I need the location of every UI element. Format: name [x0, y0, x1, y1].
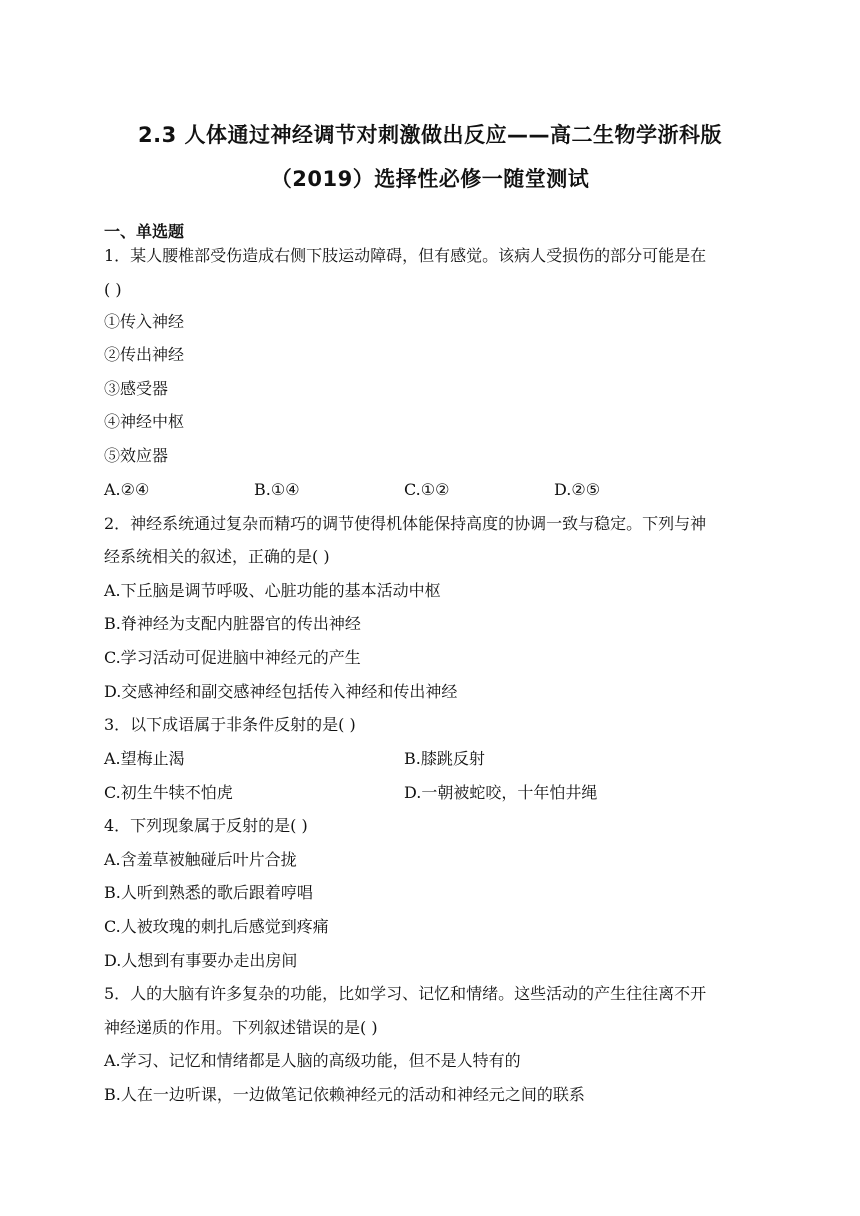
question-1-option-b: B.①④ — [254, 480, 300, 499]
question-1-option-d: D.②⑤ — [554, 480, 601, 499]
question-1-item-4: ④神经中枢 — [104, 412, 185, 431]
question-4-stem: 4．下列现象属于反射的是( ) — [104, 816, 308, 835]
question-5-stem-line-1: 5．人的大脑有许多复杂的功能，比如学习、记忆和情绪。这些活动的产生往往离不开 — [104, 984, 707, 1003]
question-1-item-1: ①传入神经 — [104, 312, 185, 331]
question-3-option-d: D.一朝被蛇咬，十年怕井绳 — [404, 783, 598, 802]
question-2-option-d: D.交感神经和副交感神经包括传入神经和传出神经 — [104, 682, 458, 701]
question-2-option-b: B.脊神经为支配内脏器官的传出神经 — [104, 614, 361, 633]
question-1-option-c: C.①② — [404, 480, 450, 499]
document-title-line-1: 2.3 人体通过神经调节对刺激做出反应——高二生物学浙科版 — [137, 123, 722, 147]
question-3-option-b: B.膝跳反射 — [404, 749, 485, 768]
question-2-stem-line-1: 2．神经系统通过复杂而精巧的调节使得机体能保持高度的协调一致与稳定。下列与神 — [104, 514, 707, 533]
question-4-option-d: D.人想到有事要办走出房间 — [104, 951, 298, 970]
question-4-option-a: A.含羞草被触碰后叶片合拢 — [104, 850, 297, 869]
question-2-stem-line-2: 经系统相关的叙述，正确的是( ) — [104, 547, 330, 566]
question-2-option-c: C.学习活动可促进脑中神经元的产生 — [104, 648, 361, 667]
document-title-line-2: （2019）选择性必修一随堂测试 — [270, 167, 590, 191]
question-1-item-5: ⑤效应器 — [104, 446, 169, 465]
question-2-option-a: A.下丘脑是调节呼吸、心脏功能的基本活动中枢 — [104, 581, 441, 600]
question-3-option-a: A.望梅止渴 — [104, 749, 185, 768]
question-1-stem-line-1: 1．某人腰椎部受伤造成右侧下肢运动障碍，但有感觉。该病人受损伤的部分可能是在 — [104, 246, 707, 265]
question-1-stem-line-2: ( ) — [104, 280, 122, 299]
question-5-option-b: B.人在一边听课，一边做笔记依赖神经元的活动和神经元之间的联系 — [104, 1085, 585, 1104]
question-1-item-2: ②传出神经 — [104, 345, 185, 364]
question-5-option-a: A.学习、记忆和情绪都是人脑的高级功能，但不是人特有的 — [104, 1051, 521, 1070]
section-heading: 一、单选题 — [104, 222, 185, 241]
question-1-option-a: A.②④ — [104, 480, 150, 499]
question-3-option-c: C.初生牛犊不怕虎 — [104, 783, 233, 802]
question-1-item-3: ③感受器 — [104, 379, 169, 398]
question-4-option-b: B.人听到熟悉的歌后跟着哼唱 — [104, 883, 313, 902]
question-4-option-c: C.人被玫瑰的刺扎后感觉到疼痛 — [104, 917, 329, 936]
question-3-stem: 3．以下成语属于非条件反射的是( ) — [104, 715, 356, 734]
question-5-stem-line-2: 神经递质的作用。下列叙述错误的是( ) — [104, 1018, 378, 1037]
